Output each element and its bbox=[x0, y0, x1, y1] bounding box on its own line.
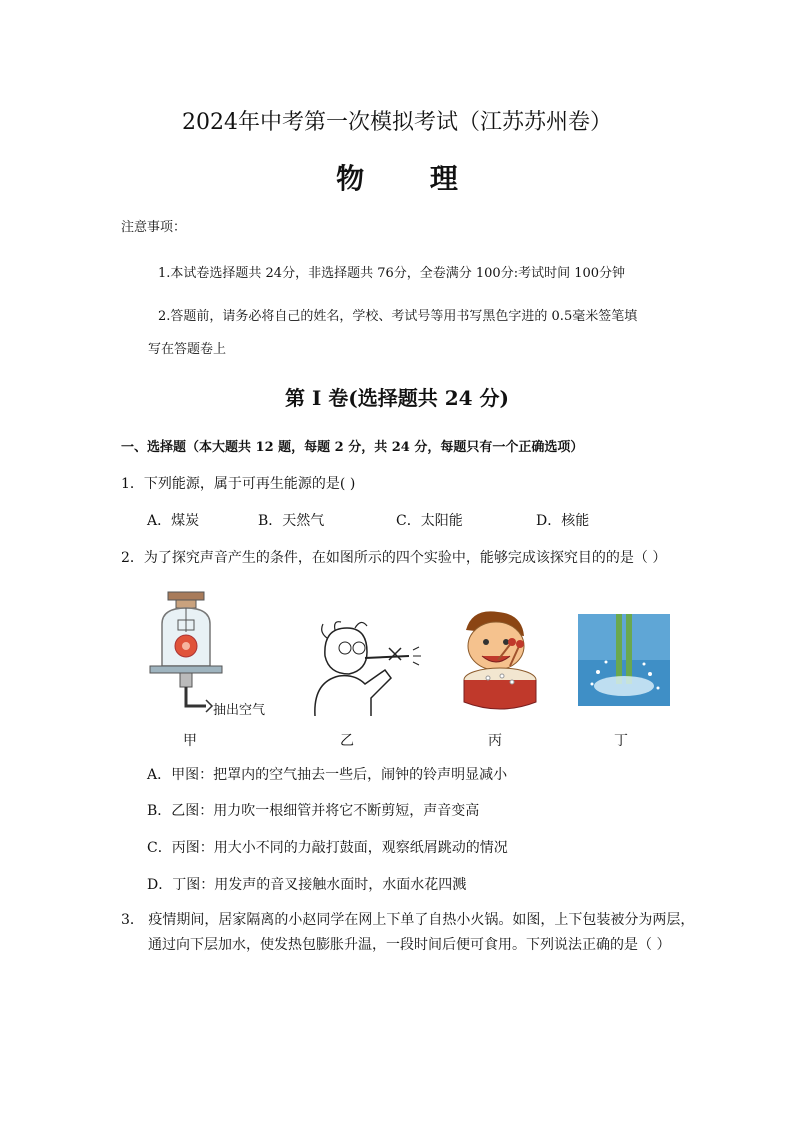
pump-label: 抽出空气 bbox=[213, 703, 266, 718]
q1-stem: 1．下列能源，属于可再生能源的是( ) bbox=[121, 476, 356, 492]
q1-option-b: B．天然气 bbox=[258, 513, 325, 529]
figure-caption-ding: 丁 bbox=[614, 733, 628, 749]
notice-item-2-line-1: 2.答题前，请务必将自己的姓名，学校、考试号等用书写黑色字进的 0.5毫米签笔填 bbox=[158, 309, 638, 324]
part-title: 一、选择题（本大题共 12 题，每题 2 分，共 24 分，每题只有一个正确选项） bbox=[121, 440, 584, 455]
q1-option-d: D．核能 bbox=[536, 513, 590, 529]
subject-title: 物 理 bbox=[336, 162, 486, 195]
exam-title: 2024年中考第一次模拟考试（江苏苏州卷） bbox=[182, 110, 612, 135]
q1-option-c: C．太阳能 bbox=[396, 513, 463, 529]
q2-option-c: C．丙图：用大小不同的力敲打鼓面，观察纸屑跳动的情况 bbox=[147, 840, 508, 856]
figure-caption-yi: 乙 bbox=[340, 733, 354, 749]
section-title: 第 I 卷(选择题共 24 分) bbox=[285, 386, 509, 410]
straw-blowing-figure bbox=[305, 618, 430, 718]
notice-item-1: 1.本试卷选择题共 24分，非选择题共 76分，全卷满分 100分:考试时间 100分钟 bbox=[158, 266, 626, 281]
notice-item-2-line-2: 写在答题卷上 bbox=[148, 342, 227, 357]
q2-option-d: D．丁图：用发声的音叉接触水面时，水面水花四溅 bbox=[147, 877, 467, 893]
q3-line-2: 通过向下层加水，使发热包膨胀升温，一段时间后便可食用。下列说法正确的是（ ） bbox=[148, 937, 671, 953]
q2-option-b: B．乙图：用力吹一根细管并将它不断剪短，声音变高 bbox=[147, 803, 480, 819]
figure-caption-jia: 甲 bbox=[183, 733, 197, 749]
q2-option-a: A．甲图：把罩内的空气抽去一些后，闹钟的铃声明显减小 bbox=[147, 767, 508, 783]
notice-heading: 注意事项： bbox=[121, 220, 187, 235]
q1-option-a: A．煤炭 bbox=[147, 513, 200, 529]
q3-line-1: 3． 疫情期间，居家隔离的小赵同学在网上下单了自热小火锅。如图，上下包装被分为两层， bbox=[121, 912, 695, 928]
q2-stem: 2．为了探究声音产生的条件，在如图所示的四个实验中，能够完成该探究目的的是（ ） bbox=[121, 550, 667, 566]
figure-caption-bing: 丙 bbox=[488, 733, 502, 749]
tuning-fork-water-figure bbox=[578, 614, 670, 706]
drum-boy-figure bbox=[452, 608, 542, 718]
